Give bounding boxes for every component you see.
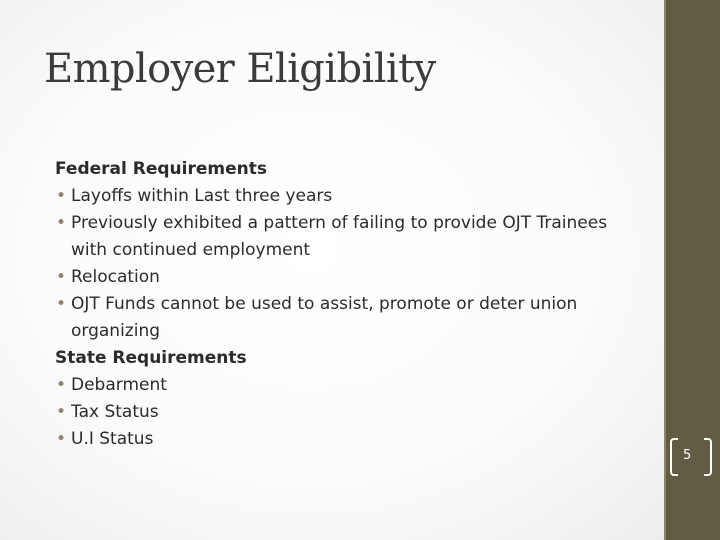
page-number-bracket-right xyxy=(704,438,712,476)
bullet-text: Relocation xyxy=(71,267,160,287)
bullet-item xyxy=(55,399,645,426)
page-number: 5 xyxy=(683,448,692,463)
bullet-item xyxy=(55,183,645,210)
bullet-text: OJT Funds cannot be used to assist, promote or deter union organizing xyxy=(71,294,578,341)
slide-content xyxy=(55,156,645,453)
bullet-item xyxy=(55,291,645,345)
bullet-item xyxy=(55,372,645,399)
bullet-dot-icon: • xyxy=(56,267,67,287)
bullet-item xyxy=(55,426,645,453)
bullet-dot-icon: • xyxy=(56,375,67,395)
bullet-text: Layoffs within Last three years xyxy=(71,186,333,206)
bullet-dot-icon: • xyxy=(56,213,67,233)
bullet-text: Tax Status xyxy=(71,402,159,422)
bullet-item xyxy=(55,264,645,291)
bullet-dot-icon: • xyxy=(56,186,67,206)
page-number-bracket-left xyxy=(670,438,678,476)
bullet-text: Debarment xyxy=(71,375,167,395)
section-heading-state: State Requirements xyxy=(55,348,247,368)
slide-title: Employer Eligibility xyxy=(44,46,436,92)
bullet-item xyxy=(55,210,645,264)
section-heading-federal: Federal Requirements xyxy=(55,159,267,179)
bullet-dot-icon: • xyxy=(56,294,67,314)
bullet-text: Previously exhibited a pattern of failing to provide OJT Trainees with continued employment xyxy=(71,213,608,260)
bullet-text: U.I Status xyxy=(71,429,154,449)
bullet-dot-icon: • xyxy=(56,429,67,449)
bullet-dot-icon: • xyxy=(56,402,67,422)
